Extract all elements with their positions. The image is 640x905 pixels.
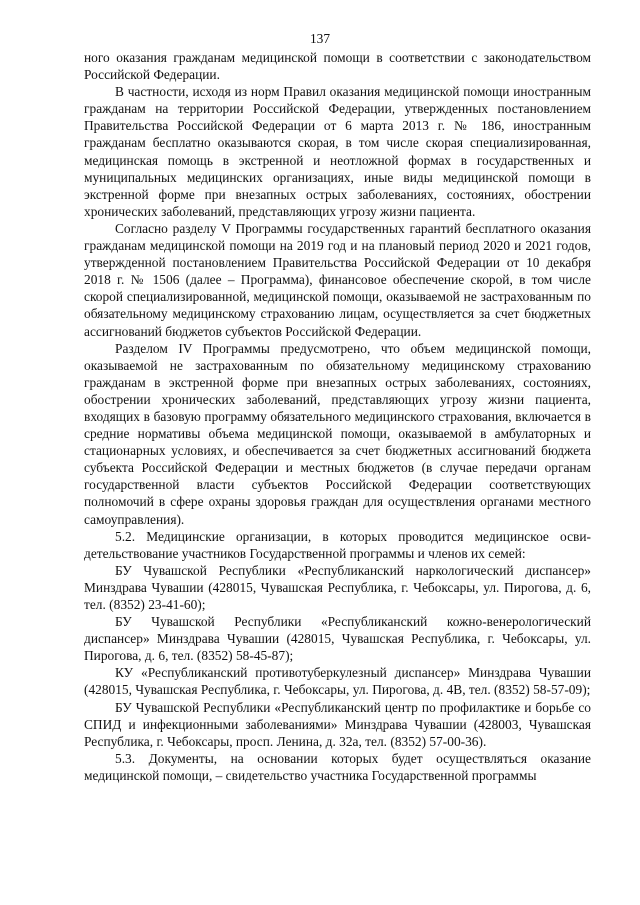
list-item-dermatovenerology-dispensary: БУ Чувашской Республики «Республиканский кожно-венерологический диспансер» Минздрава Чувашии (428015, Чувашская Республика, г. Чебоксары, ул. Пирогова, д. 6, тел. (8352) 58-45-87); bbox=[84, 614, 591, 664]
paragraph-program-section-iv: Разделом IV Программы предусмотрено, что объем медицинской помощи, оказываемой не застрахованным по обязательному медицинскому страхованию гражданам в экстренной форме при внезапных острых заболеваниях, состояниях, обострении хронических заболеваний, представляющих угрозу жизни пациента, входящих в базовую программу обязательного медицинского страхования, включается в средние нормативы объема медицинской помощи, оказываемой в амбулаторных и стационарных условиях, и обеспечивается за счет бюджетных ассигнований бюджета субъекта Российской Федерации и местных бюджетов (в случае передачи органам государственной власти субъектов Российской Федерации соответствующих полномочий в сфере охраны здоровья граждан для осуществления органами местного самоуправления). bbox=[84, 340, 591, 527]
paragraph-program-section-v: Согласно разделу V Программы государственных гарантий бесплатного оказания гражданам медицинской помощи на 2019 год и на плановый период 2020 и 2021 годов, утвержденной постановлением Правительства Российской Федерации от 10 декабря 2018 г. № 1506 (далее – Программа), финансовое обеспечение скорой, в том числе скорой специализированной, медицинской помощи, оказываемой не застрахованным по обязательному медицинскому страхованию лицам, осуществляется за счет бюджетных ассигнований бюджетов субъектов Российской Федерации. bbox=[84, 220, 591, 339]
paragraph-5-3: 5.3. Документы, на основании которых будет осуществляться оказание медицинской помощи, – свидетельство участника Государственной программы bbox=[84, 750, 591, 783]
paragraph-foreign-citizens: В частности, исходя из норм Правил оказания медицинской помощи иностранным гражданам на территории Российской Федерации, утвержденных постановлением Правительства Российской Федерации от 6 марта 2013 г. № 186, иностранным гражданам бесплатно оказываются скорая, в том числе скорая специализированная, медицинская помощь в экстренной и неотложной формах в государственных и муниципальных медицинских организациях, иные виды медицинской помощи в экстренной форме при внезапных острых заболеваниях, состояниях, обострении хронических заболеваний, представляющих угрозу жизни пациента. bbox=[84, 84, 591, 219]
list-item-aids-center: БУ Чувашской Республики «Республиканский центр по профилактике и борьбе со СПИД и инфекционными заболеваниями» Минздрава Чувашии (428003, Чувашская Республика, г. Чебоксары, просп. Ленина, д. 32а, тел. (8352) 57-00-36). bbox=[84, 699, 591, 749]
list-item-tuberculosis-dispensary: КУ «Республиканский противотуберкулезный диспансер» Минздрава Чувашии (428015, Чувашская Республика, г. Чебоксары, ул. Пирогова, д. 4В, тел. (8352) 58-57-09); bbox=[84, 665, 591, 698]
page-body bbox=[84, 49, 591, 784]
page-number: 137 bbox=[309, 31, 331, 46]
list-item-narcology-dispensary: БУ Чувашской Республики «Республиканский наркологический диспансер» Минздрава Чувашии (428015, Чувашская Республика, г. Чебоксары, ул. Пирогова, д. 6, тел. (8352) 23-41-60); bbox=[84, 562, 591, 612]
paragraph-continuation: ного оказания гражданам медицинской помощи в соответствии с законодательством Российской Федерации. bbox=[84, 50, 591, 83]
paragraph-5-2-heading: 5.2. Медицинские организации, в которых проводится медицинское освидетельствование участников Государственной программы и членов их семей: bbox=[84, 528, 591, 561]
